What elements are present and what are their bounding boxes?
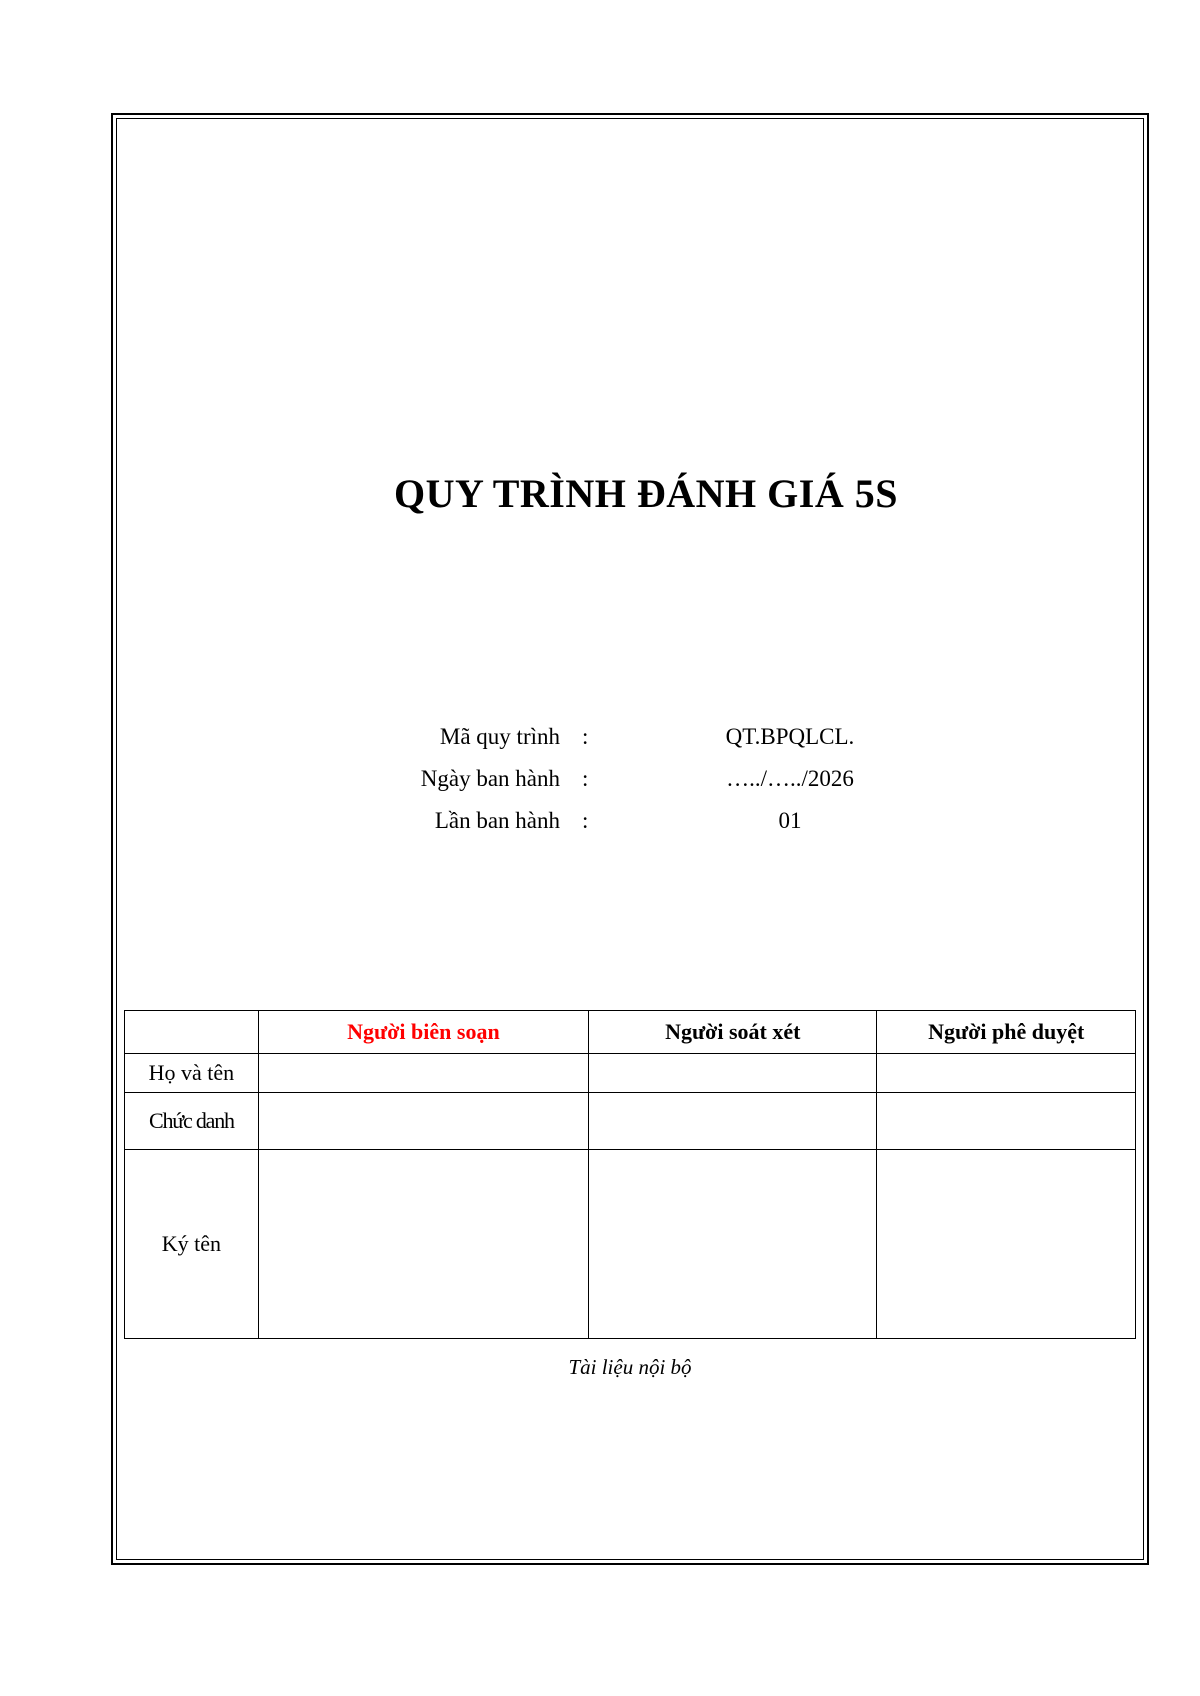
internal-document-note: Tài liệu nội bộ	[568, 1355, 692, 1379]
row-label-signature: Ký tên	[125, 1150, 259, 1339]
cell-approver-position[interactable]	[877, 1093, 1136, 1150]
info-value: 01	[778, 808, 802, 833]
info-value: …../…../2026	[726, 766, 854, 791]
row-label-full-name: Họ và tên	[125, 1054, 259, 1093]
cell-author-position[interactable]	[258, 1093, 588, 1150]
info-label: Ngày ban hành	[420, 766, 560, 791]
cell-approver-name[interactable]	[877, 1054, 1136, 1093]
cell-author-name[interactable]	[258, 1054, 588, 1093]
cell-approver-signature[interactable]	[877, 1150, 1136, 1339]
info-value: QT.BPQLCL.	[725, 724, 855, 749]
cell-author-signature[interactable]	[258, 1150, 588, 1339]
header-reviewer: Người soát xét	[589, 1011, 877, 1054]
cell-reviewer-signature[interactable]	[589, 1150, 877, 1339]
row-label-position: Chức danh	[125, 1093, 259, 1150]
page-border-inner	[116, 118, 1144, 1560]
info-colon: :	[582, 724, 589, 749]
cell-reviewer-position[interactable]	[589, 1093, 877, 1150]
table-row	[125, 1054, 1136, 1093]
info-colon: :	[582, 766, 589, 791]
info-label: Mã quy trình	[439, 724, 560, 749]
header-empty	[125, 1011, 259, 1054]
signature-table	[124, 1010, 1136, 1339]
document-title: QUY TRÌNH ĐÁNH GIÁ 5S	[394, 471, 898, 516]
info-label: Lần ban hành	[434, 808, 560, 833]
header-approver: Người phê duyệt	[877, 1011, 1136, 1054]
table-header-row	[125, 1011, 1136, 1054]
table-row	[125, 1093, 1136, 1150]
table-row	[125, 1150, 1136, 1339]
cell-reviewer-name[interactable]	[589, 1054, 877, 1093]
header-author: Người biên soạn	[258, 1011, 588, 1054]
info-colon: :	[582, 808, 589, 833]
